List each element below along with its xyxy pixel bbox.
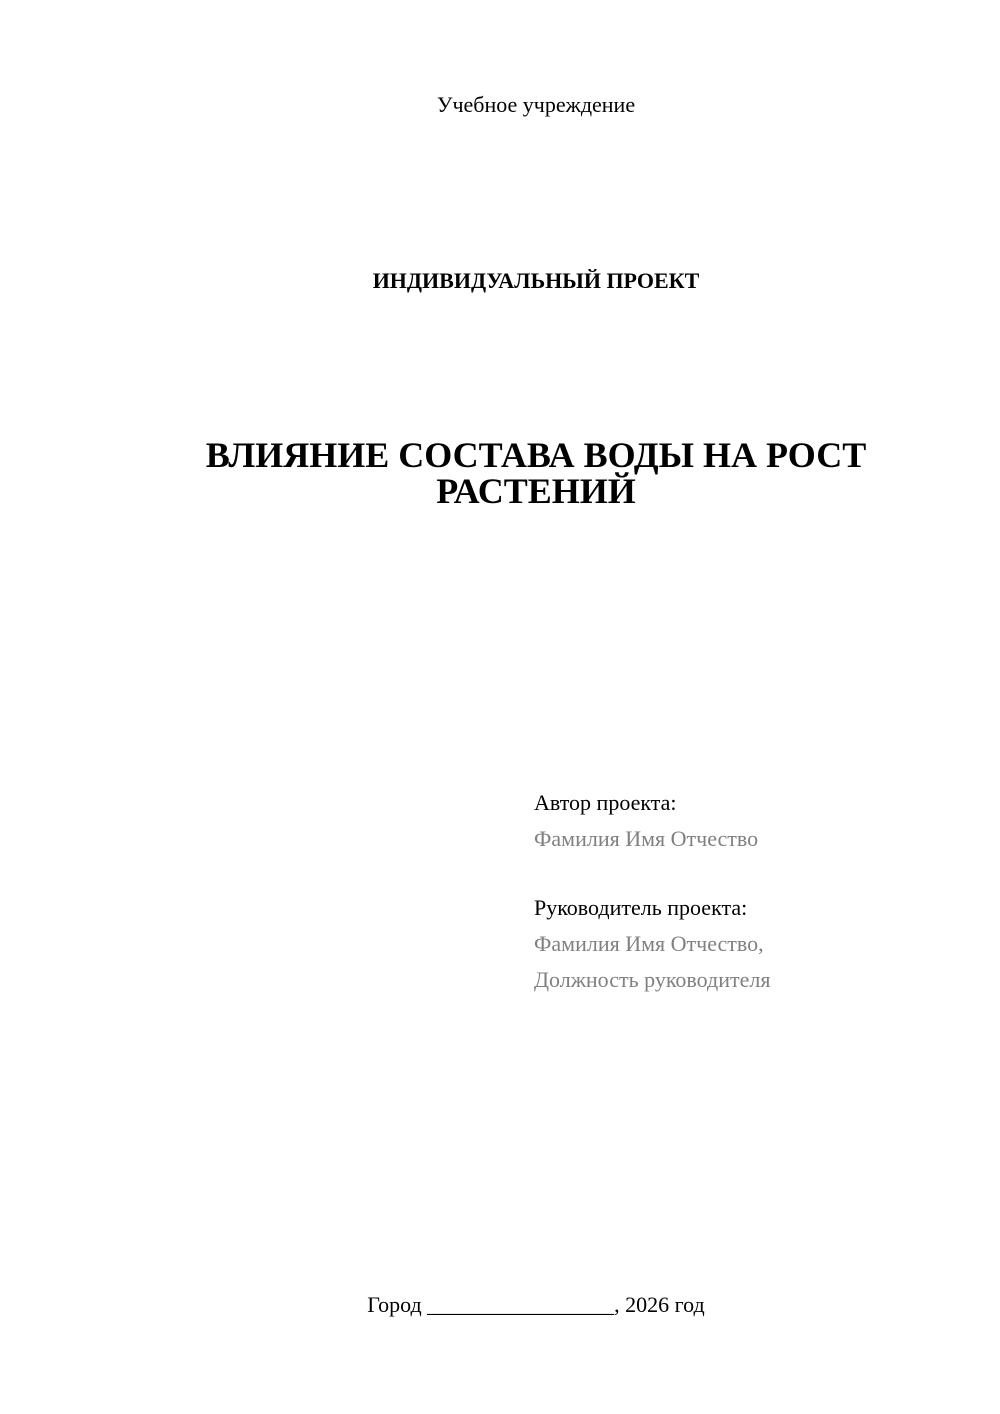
author-label: Автор проекта: — [534, 790, 677, 815]
project-title-line-1: ВЛИЯНИЕ СОСТАВА ВОДЫ НА РОСТ — [205, 435, 867, 475]
document-type: ИНДИВИДУАЛЬНЫЙ ПРОЕКТ — [372, 268, 700, 293]
author-name-placeholder: Фамилия Имя Отчество — [534, 826, 759, 851]
project-title-line-2: РАСТЕНИЙ — [436, 471, 636, 511]
author-block — [534, 785, 974, 857]
supervisor-position-placeholder: Должность руководителя — [534, 967, 771, 992]
project-title — [0, 437, 1000, 509]
supervisor-block — [534, 890, 974, 998]
supervisor-name-placeholder: Фамилия Имя Отчество, — [534, 931, 764, 956]
supervisor-label: Руководитель проекта: — [534, 895, 748, 920]
institution-name: Учебное учреждение — [436, 92, 636, 117]
city-year-footer: Город _________________, 2026 год — [367, 1292, 705, 1317]
